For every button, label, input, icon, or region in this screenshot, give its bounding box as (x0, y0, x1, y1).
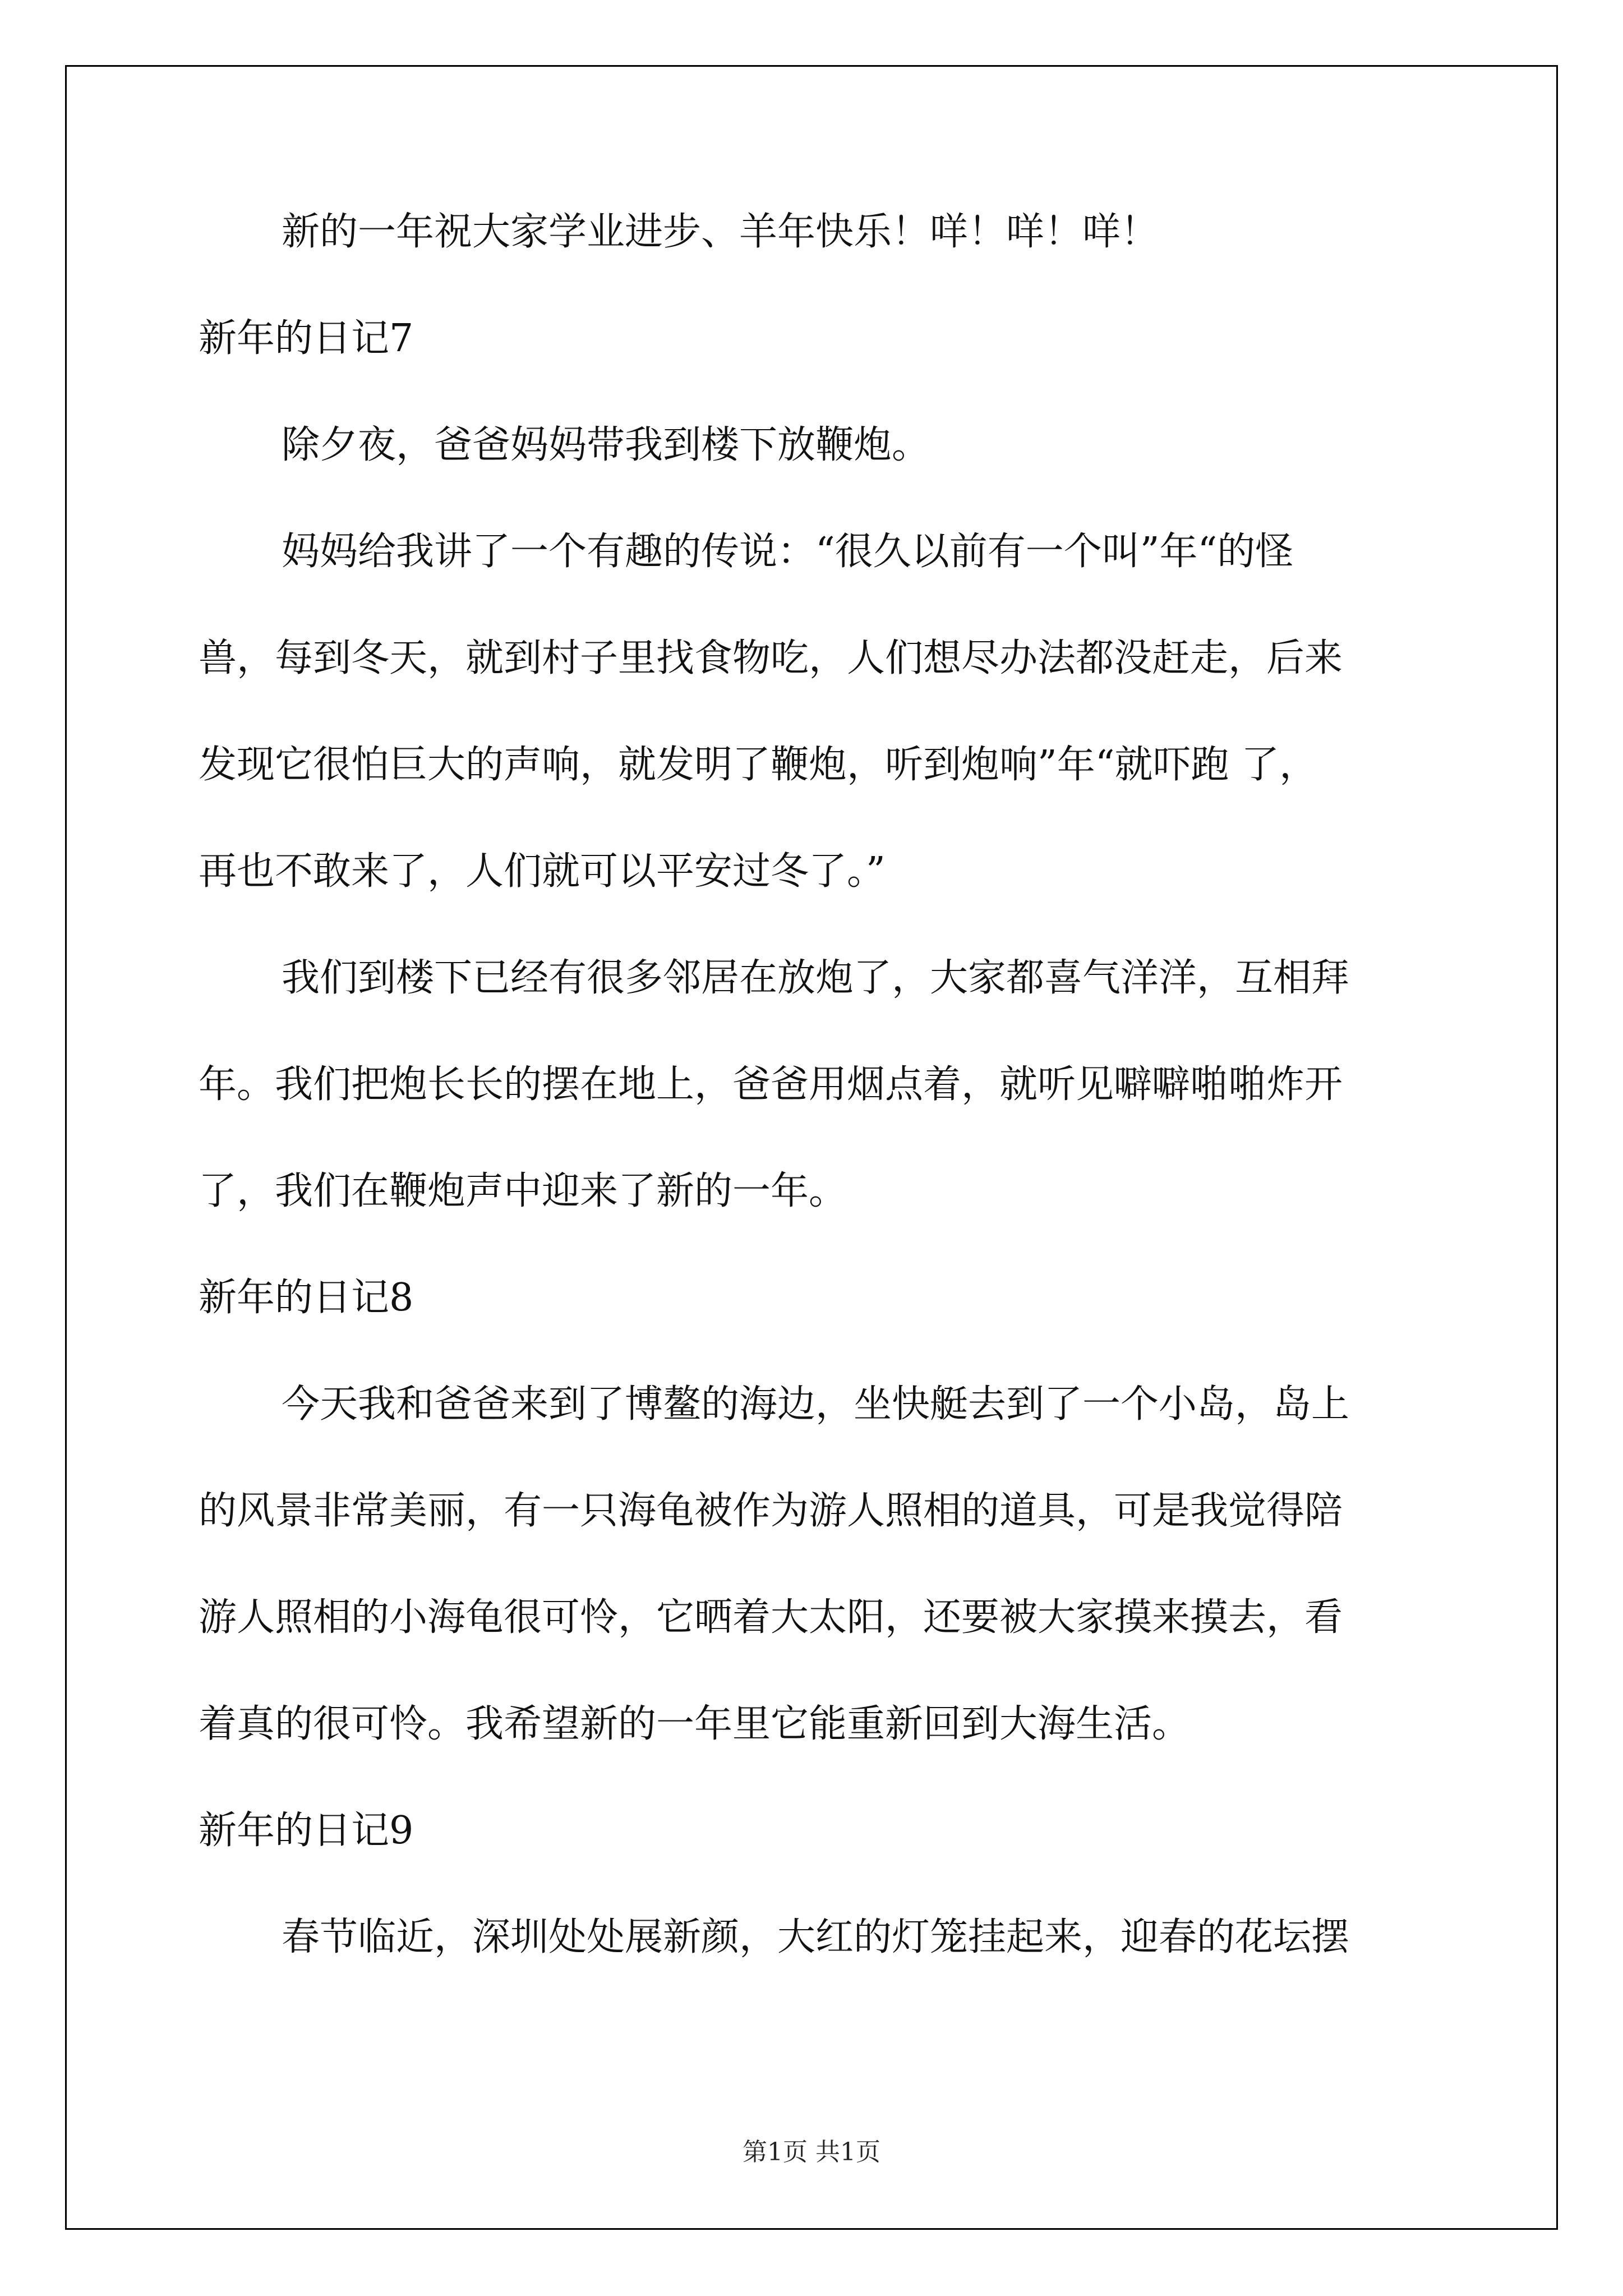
paragraph-line: 游人照相的小海龟很可怜，它晒着大太阳，还要被大家摸来摸去，看 (199, 1595, 1343, 1640)
paragraph-line: 着真的很可怜。我希望新的一年里它能重新回到大海生活。 (199, 1702, 1191, 1746)
section-heading: 新年的日记7 (199, 316, 414, 361)
paragraph-line: 再也不敢来了，人们就可以平安过冬了。” (199, 849, 886, 894)
paragraph-line: 妈妈给我讲了一个有趣的传说：“很久以前有一个叫”年“的怪 (282, 530, 1294, 574)
paragraph-line: 春节临近，深圳处处展新颜，大红的灯笼挂起来，迎春的花坛摆 (282, 1915, 1350, 1959)
paragraph-line: 新的一年祝大家学业进步、羊年快乐！咩！咩！咩！ (282, 210, 1159, 254)
paragraph-line: 发现它很怕巨大的声响，就发明了鞭炮，听到炮响”年“就吓跑 了， (199, 743, 1318, 787)
section-heading: 新年的日记9 (199, 1809, 414, 1853)
paragraph-line: 的风景非常美丽，有一只海龟被作为游人照相的道具，可是我觉得陪 (199, 1489, 1343, 1533)
paragraph-line: 了，我们在鞭炮声中迎来了新的一年。 (199, 1169, 847, 1213)
paragraph-line: 年。我们把炮长长的摆在地上，爸爸用烟点着，就听见噼噼啪啪炸开 (199, 1062, 1343, 1107)
paragraph-line: 除夕夜，爸爸妈妈带我到楼下放鞭炮。 (282, 423, 930, 467)
paragraph-line: 我们到楼下已经有很多邻居在放炮了，大家都喜气洋洋，互相拜 (282, 956, 1350, 1000)
paragraph-line: 今天我和爸爸来到了博鳌的海边，坐快艇去到了一个小岛，岛上 (282, 1382, 1350, 1427)
section-heading: 新年的日记8 (199, 1276, 414, 1320)
paragraph-line: 兽，每到冬天，就到村子里找食物吃，人们想尽办法都没赶走，后来 (199, 636, 1343, 680)
page-footer: 第1页 共1页 (743, 2138, 880, 2166)
page-border (65, 65, 1558, 2230)
